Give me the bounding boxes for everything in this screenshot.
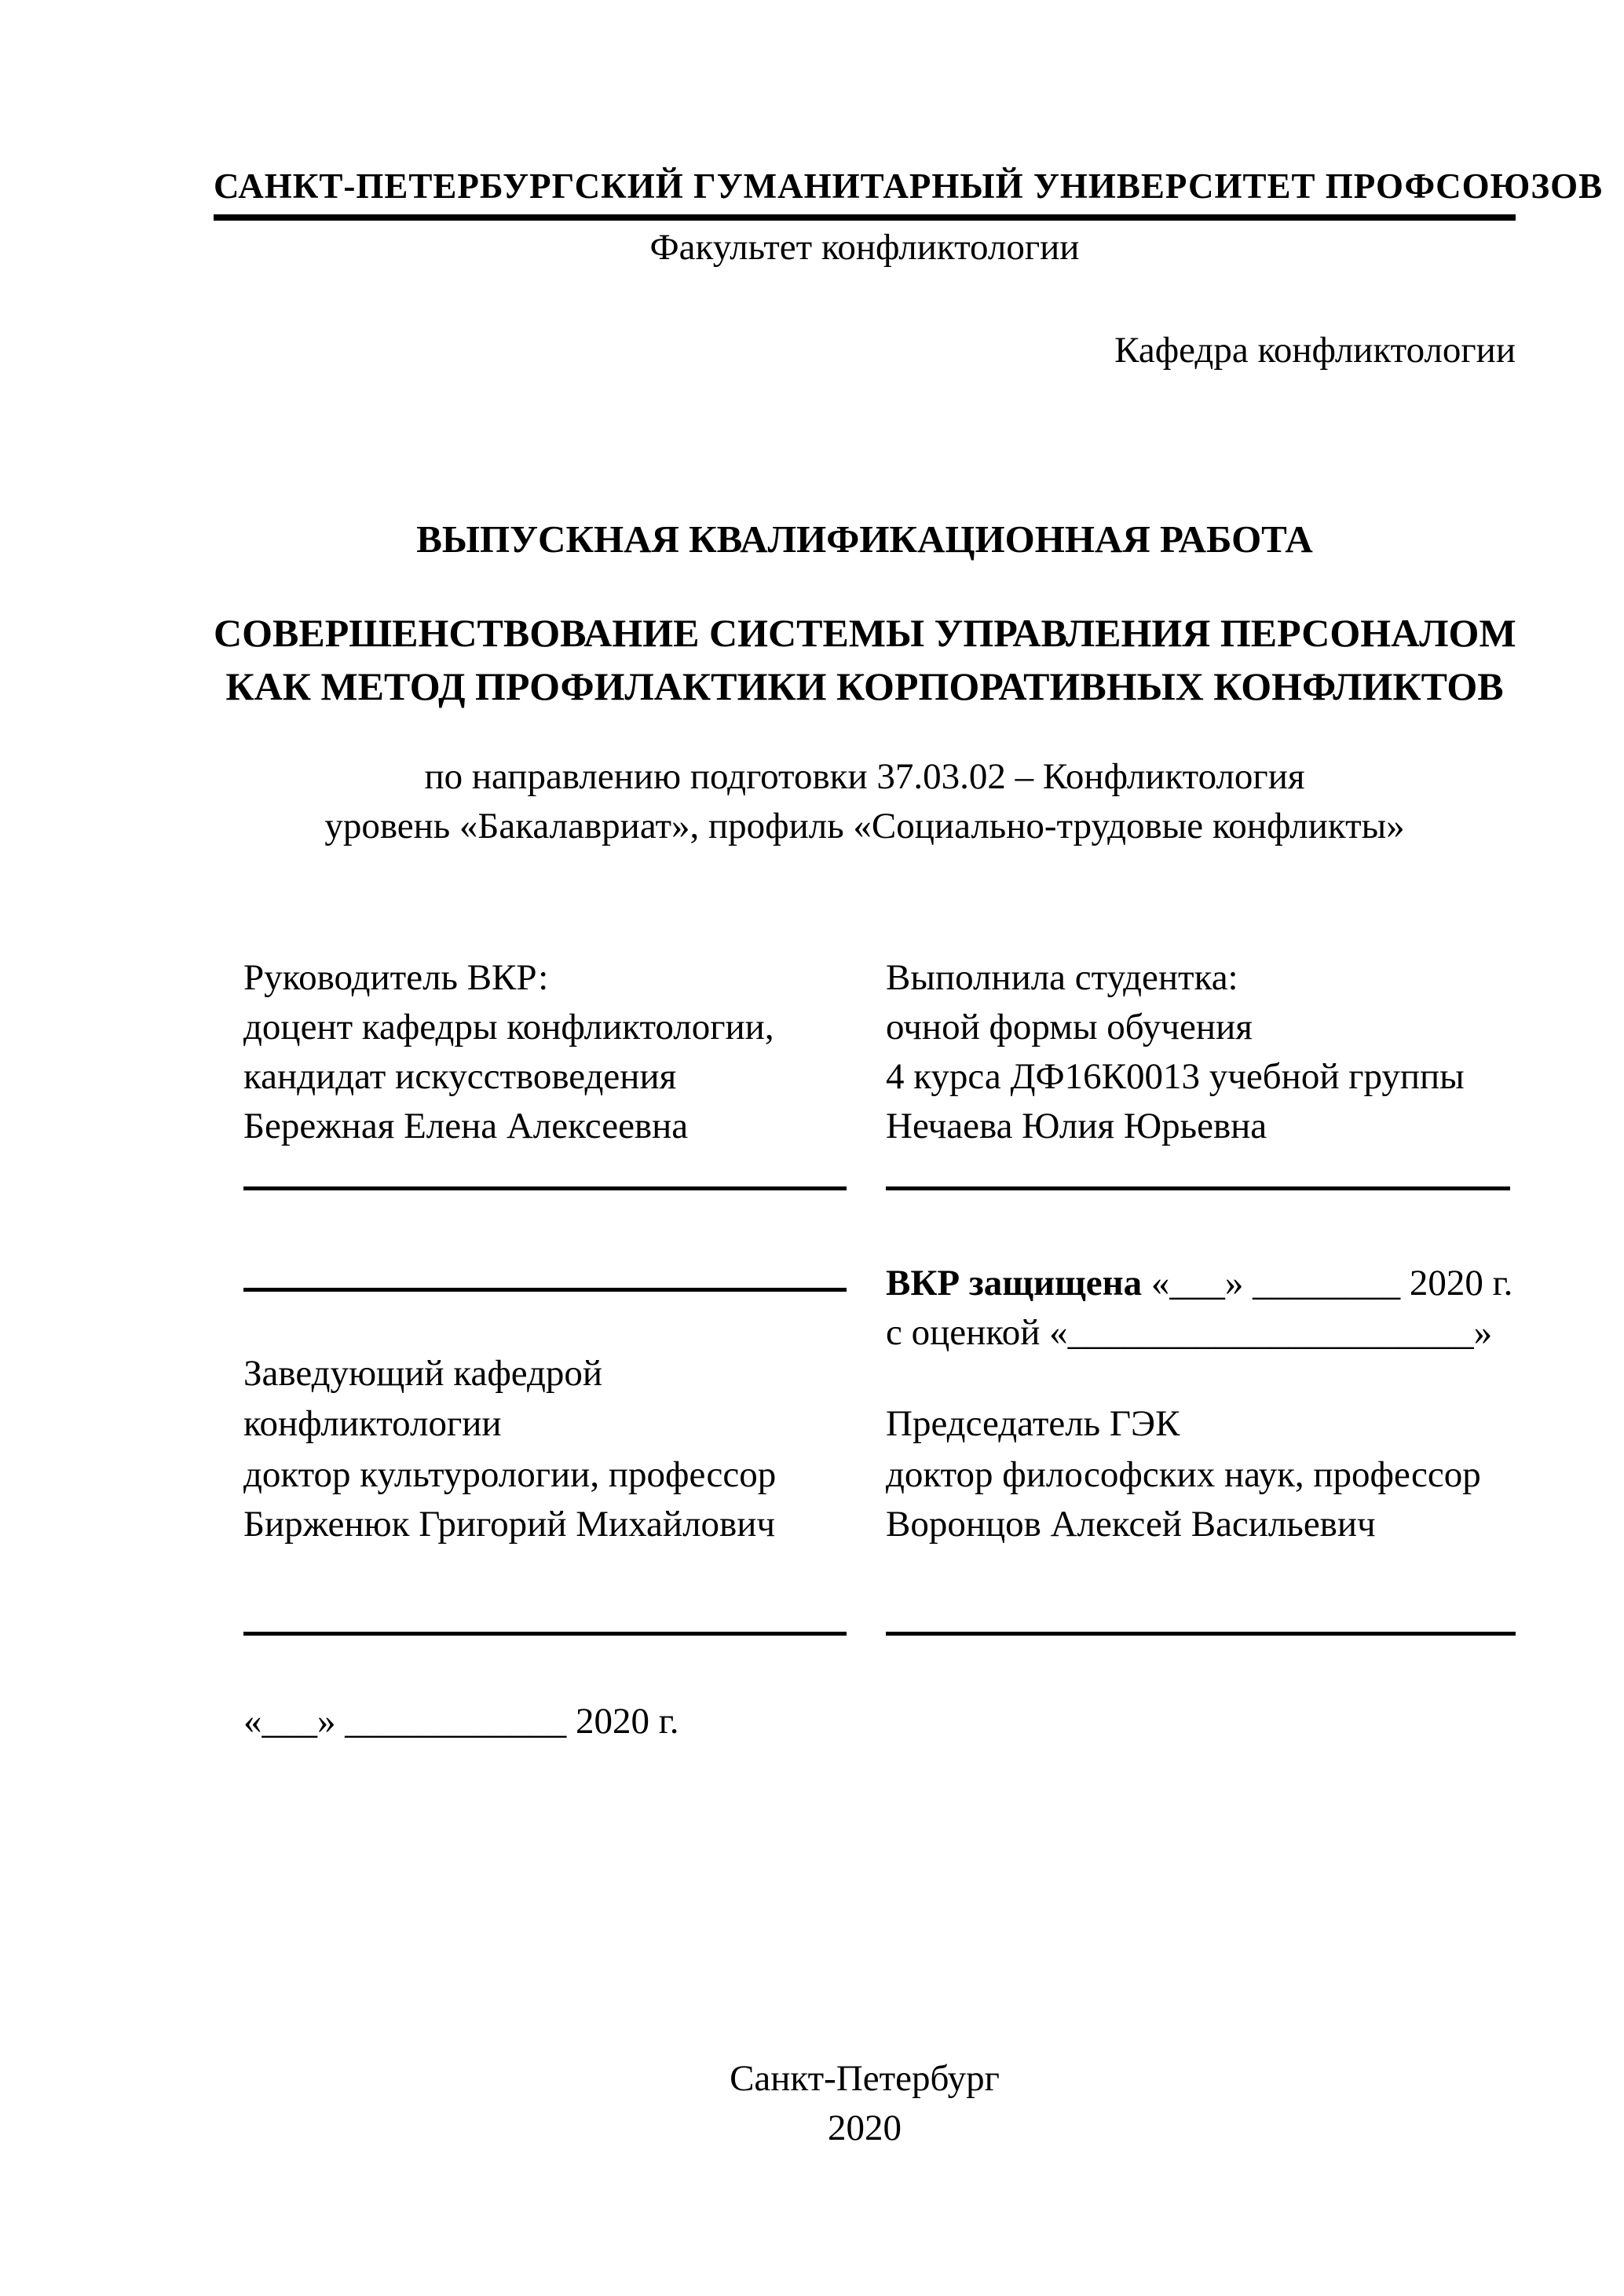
signature-line xyxy=(243,1288,847,1292)
head-name: Бирженюк Григорий Михайлович xyxy=(243,1504,776,1545)
faculty-name: Факультет конфликтологии xyxy=(649,227,1080,268)
signature-line xyxy=(243,1632,847,1636)
header-rule xyxy=(214,214,1516,221)
gek-chair-position: доктор философских наук, профессор xyxy=(886,1454,1481,1495)
advisor-position: доцент кафедры конфликтологии, xyxy=(243,1007,774,1047)
thesis-title-line1: СОВЕРШЕНСТВОВАНИЕ СИСТЕМЫ УПРАВЛЕНИЯ ПЕРСОНАЛОМ xyxy=(214,611,1516,655)
head-role-line1: Заведующий кафедрой xyxy=(243,1353,603,1394)
head-date-line: «___» ____________ 2020 г. xyxy=(243,1701,679,1742)
department-name: Кафедра конфликтологии xyxy=(1114,330,1516,371)
signature-line xyxy=(886,1632,1516,1636)
advisor-role: Руководитель ВКР: xyxy=(243,957,549,998)
student-study-form: очной формы обучения xyxy=(886,1007,1253,1047)
gek-chair-role: Председатель ГЭК xyxy=(886,1403,1180,1444)
program-line: по направлению подготовки 37.03.02 – Конфликтология xyxy=(424,756,1305,797)
head-role-line2: конфликтологии xyxy=(243,1403,502,1444)
gek-chair-name: Воронцов Алексей Васильевич xyxy=(886,1504,1376,1545)
signature-line xyxy=(243,1186,847,1190)
defense-defended-label: ВКР защищена xyxy=(886,1263,1143,1303)
year: 2020 xyxy=(828,2108,902,2148)
signature-line xyxy=(886,1186,1510,1190)
university-name: САНКТ-ПЕТЕРБУРГСКИЙ ГУМАНИТАРНЫЙ УНИВЕРСИТЕТ ПРОФСОЮЗОВ xyxy=(214,166,1604,206)
level-line: уровень «Бакалавриат», профиль «Социально-трудовые конфликты» xyxy=(324,806,1405,846)
advisor-name: Бережная Елена Алексеевна xyxy=(243,1106,689,1146)
head-position: доктор культурологии, профессор xyxy=(243,1454,777,1495)
work-type-heading: ВЫПУСКНАЯ КВАЛИФИКАЦИОННАЯ РАБОТА xyxy=(416,517,1313,561)
student-name: Нечаева Юлия Юрьевна xyxy=(886,1106,1267,1146)
thesis-title-line2: КАК МЕТОД ПРОФИЛАКТИКИ КОРПОРАТИВНЫХ КОНФЛИКТОВ xyxy=(225,664,1504,708)
student-role: Выполнила студентка: xyxy=(886,957,1238,998)
city: Санкт-Петербург xyxy=(730,2058,1000,2099)
advisor-degree: кандидат искусствоведения xyxy=(243,1056,677,1097)
defense-defended-date: «___» ________ 2020 г. xyxy=(1142,1263,1513,1303)
defense-date-line xyxy=(886,1259,1522,1308)
student-group: 4 курса ДФ16К0013 учебной группы xyxy=(886,1056,1465,1097)
defense-grade-line: с оценкой «______________________» xyxy=(886,1312,1493,1353)
